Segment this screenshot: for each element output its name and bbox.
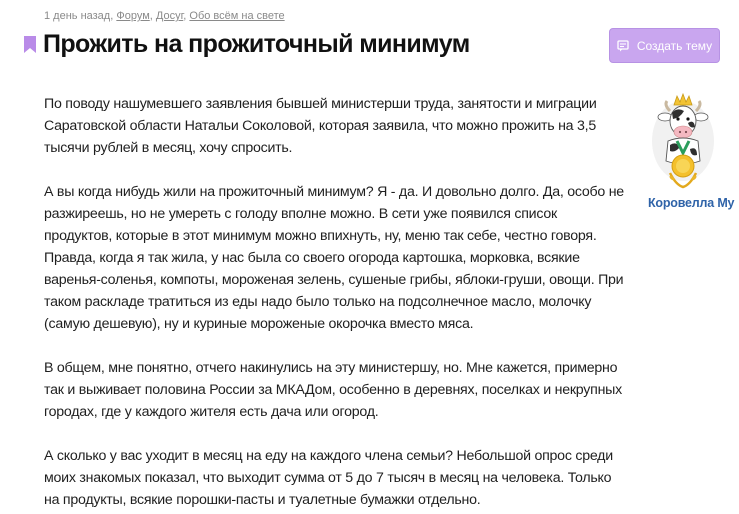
cow-avatar-icon[interactable] [650, 91, 716, 191]
breadcrumb-about-link[interactable]: Обо всём на свете [189, 10, 285, 22]
bookmark-icon[interactable] [24, 36, 36, 53]
post-paragraph-3: Правда, когда я так жила, у нас была со своего огорода картошка, морковка, всякие варенья-соленья, компоты, мороженая зелень, сушеные грибы, яблоки-груши, овощи. При таком раскладе тратиться из еды надо было только на подсолнечное масло, молочку (самую дешевую), ну и куриные мороженые окорочка вместо мяса. [44, 250, 624, 332]
breadcrumb-forum-link[interactable]: Форум [116, 10, 150, 22]
breadcrumb: 1 день назад, Форум, Досуг, Обо всём на свете [44, 10, 285, 22]
create-topic-label: Создать тему [636, 38, 713, 53]
post-paragraph-5: А сколько у вас уходит в месяц на еду на каждого члена семьи? Небольшой опрос среди моих знакомых показал, что выходит сумма от 5 до 7 тысяч в месяц на человека. Только на продукты, всякие порошки-пасты и туалетные бумажки отдельно. [44, 448, 613, 508]
author-name[interactable]: Коровелла Му [648, 196, 735, 210]
title-row [24, 30, 470, 59]
post-paragraph-2: А вы когда нибудь жили на прожиточный минимум? Я - да. И довольно долго. Да, особо не разжиреешь, но не умереть с голоду вполне можно. В сети уже появился список продуктов, которые в этот минимум можно впихнуть, ну, меню так себе, честно говоря. [44, 184, 624, 244]
post-paragraph-1: По поводу нашумевшего заявления бывшей министерши труда, занятости и миграции Саратовской области Натальи Соколовой, которая заявила, что можно прожить на 3,5 тысячи рублей в месяц, хочу спросить. [44, 96, 597, 156]
chat-bubble-icon [617, 40, 629, 52]
post-body [44, 93, 624, 514]
breadcrumb-leisure-link[interactable]: Досуг [155, 10, 184, 22]
post-time: 1 день назад, [44, 10, 114, 22]
create-topic-button[interactable] [609, 28, 720, 63]
page-title: Прожить на прожиточный минимум [43, 30, 470, 58]
post-paragraph-4: В общем, мне понятно, отчего накинулись на эту министершу, но. Мне кажется, примерно так и выживает половина России за МКАДом, особенно в деревнях, поселках и некрупных городах, где у каждого жителя есть дача или огород. [44, 360, 622, 420]
